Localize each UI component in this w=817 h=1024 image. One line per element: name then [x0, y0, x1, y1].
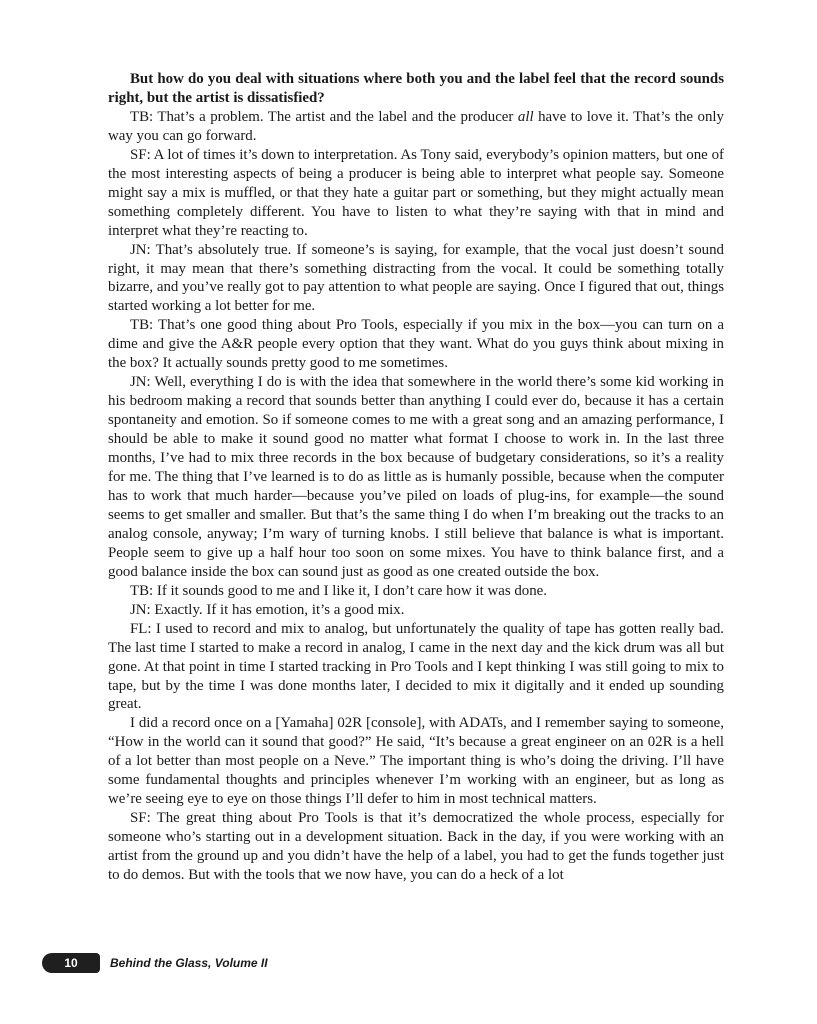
running-title: Behind the Glass, Volume II	[110, 956, 268, 970]
paragraph-5: JN: Well, everything I do is with the idea that somewhere in the world there’s some kid working in his bedroom making a record that sounds better than anything I could ever do, because it has a certain spontaneity and emotion. So if someone comes to me with a great song and an amazing performance, I should be able to make it sound good no matter what format I choose to work in. In the last three months, I’ve had to mix three records in the box because of budgetary considerations, so it’s a reality for me. The thing that I’ve learned is to do as little as is humanly possible, because when the computer has to work that much harder—because you’ve piled on loads of plug-ins, for example—the sound seems to get smaller and smaller. But that’s the same thing I do when I’m breaking out the tracks to an analog console, anyway; I’m wary of turning knobs. I still believe that balance is what is important. People seem to give up a half hour too soon on some mixes. You have to think balance first, and a good balance inside the box can sound just as good as one created outside the box.	[108, 374, 724, 580]
page-footer	[42, 952, 268, 974]
page-number-badge	[42, 953, 100, 973]
paragraph-3: JN: That’s absolutely true. If someone’s is saying, for example, that the vocal just doesn’t sound right, it may mean that there’s something distracting from the vocal. It could be something totally bizarre, and you’ve really got to pay attention to what people are saying. Once I figured that out, things started working a lot better for me.	[108, 241, 724, 315]
paragraph-7: JN: Exactly. If it has emotion, it’s a good mix.	[130, 601, 405, 618]
paragraph-10: SF: The great thing about Pro Tools is that it’s democratized the whole process, especially for someone who’s starting out in a development situation. Back in the day, if you were working with an artist from the ground up and you didn’t have the help of a label, you had to get the funds together just to do demos. But with the tools that we now have, you can do a heck of a lot	[108, 810, 724, 884]
paragraph-9: I did a record once on a [Yamaha] 02R [console], with ADATs, and I remember saying to someone, “How in the world can it sound that good?” He said, “It’s because a great engineer on an 02R is a hell of a lot better than most people on a Neve.” The important thing is who’s doing the driving. I’ll have some fundamental thoughts and principles whenever I’m working with an engineer, but as long as we’re seeing eye to eye on those things I’ll defer to him in most technical matters.	[108, 715, 724, 808]
paragraph-8: FL: I used to record and mix to analog, but unfortunately the quality of tape has gotten really bad. The last time I started to make a record in analog, I came in the next day and the kick drum was all but gone. At that point in time I started tracking in Pro Tools and I kept thinking I was still going to mix to tape, but by the time I was done months later, I decided to mix it digitally and it ended up sounding great.	[108, 620, 724, 713]
body-text	[108, 70, 724, 885]
paragraph-1-text-a: TB: That’s a problem. The artist and the label and the producer	[130, 108, 518, 125]
paragraph-1-emphasis: all	[517, 108, 534, 125]
paragraph-1	[108, 108, 724, 146]
interview-question: But how do you deal with situations where both you and the label feel that the record sounds right, but the artist is dissatisfied?	[108, 71, 724, 106]
paragraph-6: TB: If it sounds good to me and I like it, I don’t care how it was done.	[130, 582, 548, 599]
paragraph-2: SF: A lot of times it’s down to interpretation. As Tony said, everybody’s opinion matters, but one of the most interesting aspects of being a producer is being able to interpret what people say. Someone might say a mix is muffled, or that they hate a guitar part or something, but they might actually mean something completely different. You have to listen to what they’re saying with that in mind and interpret what they’re reacting to.	[108, 146, 724, 239]
paragraph-4: TB: That’s one good thing about Pro Tools, especially if you mix in the box—you can turn on a dime and give the A&R people every option that they want. What do you guys think about mixing in the box? It actually sounds pretty good to me sometimes.	[108, 317, 724, 372]
paragraph-1-text-b: have to love it. That’s the only way you can go forward.	[108, 108, 724, 144]
page-number: 10	[64, 956, 78, 970]
